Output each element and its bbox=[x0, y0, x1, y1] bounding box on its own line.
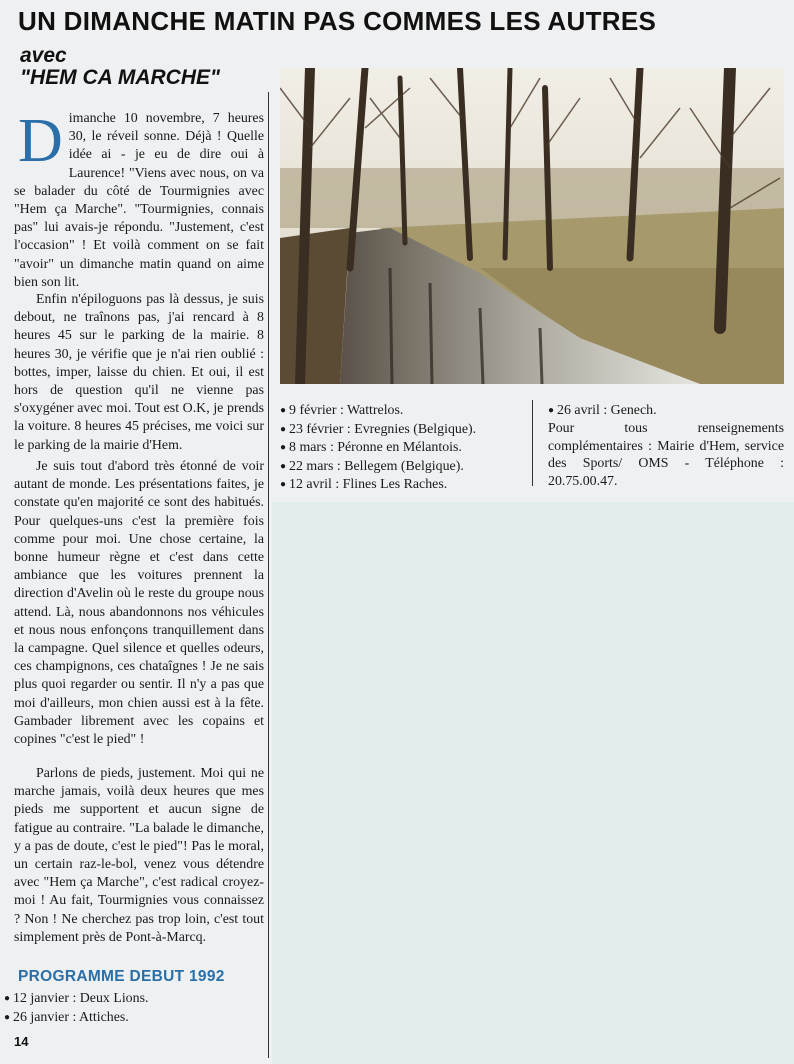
programme-item: ● 26 janvier : Attiches. bbox=[4, 1009, 148, 1028]
river-landscape-photo bbox=[280, 68, 784, 384]
programme-item: ● 26 avril : Genech. bbox=[548, 402, 657, 421]
paragraph-1-text: imanche 10 novembre, 7 heures 30, le réveil sonne. Déjà ! Quelle idée ai - je eu de dire oui à Laurence! "Viens avec nous, on va se balader du côté de Tourmignies avec "Hem ça Marche". "Tourmignies, connais pas" lui avais-je répondu. "Justement, c'est l'occasion" ! Et voilà comment on se fait "avoir" un dimanche matin quand on aime bien son lit. bbox=[14, 111, 264, 290]
page-number: 14 bbox=[14, 1034, 29, 1049]
programme-list-2 bbox=[280, 402, 476, 495]
photo-illustration bbox=[280, 68, 784, 384]
article-avec: avec bbox=[20, 44, 67, 67]
dropcap: D bbox=[18, 107, 63, 175]
paragraph-2: Enfin n'épiloguons pas là dessus, je suis debout, ne traînons pas, j'ai rencard à 8 heures 45 sur le parking de la mairie. 8 heures 30, je vérifie que je n'ai rien oublié : bottes, imper, laisse du chien. Et oui, il est hors de question qu'il ne vienne pas s'oxygéner avec moi. Tout est O.K, je prends la voiture. 8 heures 45 précises, me voici sur le parking de la mairie d'Hem. bbox=[14, 292, 264, 453]
programme-item: ● 8 mars : Péronne en Mélantois. bbox=[280, 439, 476, 458]
article-title: UN DIMANCHE MATIN PAS COMMES LES AUTRES bbox=[18, 6, 657, 36]
paragraph-1 bbox=[14, 107, 264, 292]
programme-item: ● 22 mars : Bellegem (Belgique). bbox=[280, 458, 476, 477]
blank-panel bbox=[272, 502, 794, 1064]
programme-item: ● 12 avril : Flines Les Raches. bbox=[280, 476, 476, 495]
column-divider bbox=[532, 400, 533, 486]
paragraph-4: Parlons de pieds, justement. Moi qui ne marche jamais, voilà deux heures que mes pieds me supportent et aucun signe de fatigue au contraire. "La balade le dimanche, y a pas de doute, c'est le pied"! Pas le moral, un certain raz-le-bol, venez vous détendre avec "Hem ça Marche", c'est radical croyez-moi ! Au fait, Tourmignies vous connaissez ? Non ! Ne cherchez pas trop loin, c'est tout simplement près de Pont-à-Marcq. bbox=[14, 766, 264, 945]
programme-list-3 bbox=[548, 402, 657, 421]
contact-info: Pour tous renseignements complémentaires : Mairie d'Hem, service des Sports/ OMS - Téléphone : 20.75.00.47. bbox=[548, 421, 784, 489]
programme-list-1 bbox=[4, 990, 148, 1027]
paragraph-3: Je suis tout d'abord très étonné de voir autant de monde. Les présentations faites, je constate qu'en majorité ce sont des habitués. Pour quelques-uns c'est la première fois comme pour moi. Une chose certaine, la bonne humeur règne et c'est dans cette ambiance que les voitures prennent la direction d'Avelin où le reste du groupe nous attend. Là, nous abandonnons nos véhicules et nous nous enfonçons tranquillement dans la campagne. Quel silence et quelles odeurs, ces champignons, ces chataîgnes ! Je ne sais plus quoi regarder ou sentir. Il n'y a pas que moi d'ailleurs, mon chien aussi est à la fête. Gambader librement avec les copains et copines "c'est le pied" ! bbox=[14, 459, 264, 748]
programme-item: ● 12 janvier : Deux Lions. bbox=[4, 990, 148, 1009]
programme-item: ● 23 février : Evregnies (Belgique). bbox=[280, 421, 476, 440]
article-subtitle: "HEM CA MARCHE" bbox=[20, 66, 220, 89]
programme-item: ● 9 février : Wattrelos. bbox=[280, 402, 476, 421]
programme-title: PROGRAMME DEBUT 1992 bbox=[18, 968, 225, 985]
left-column bbox=[14, 92, 269, 1058]
